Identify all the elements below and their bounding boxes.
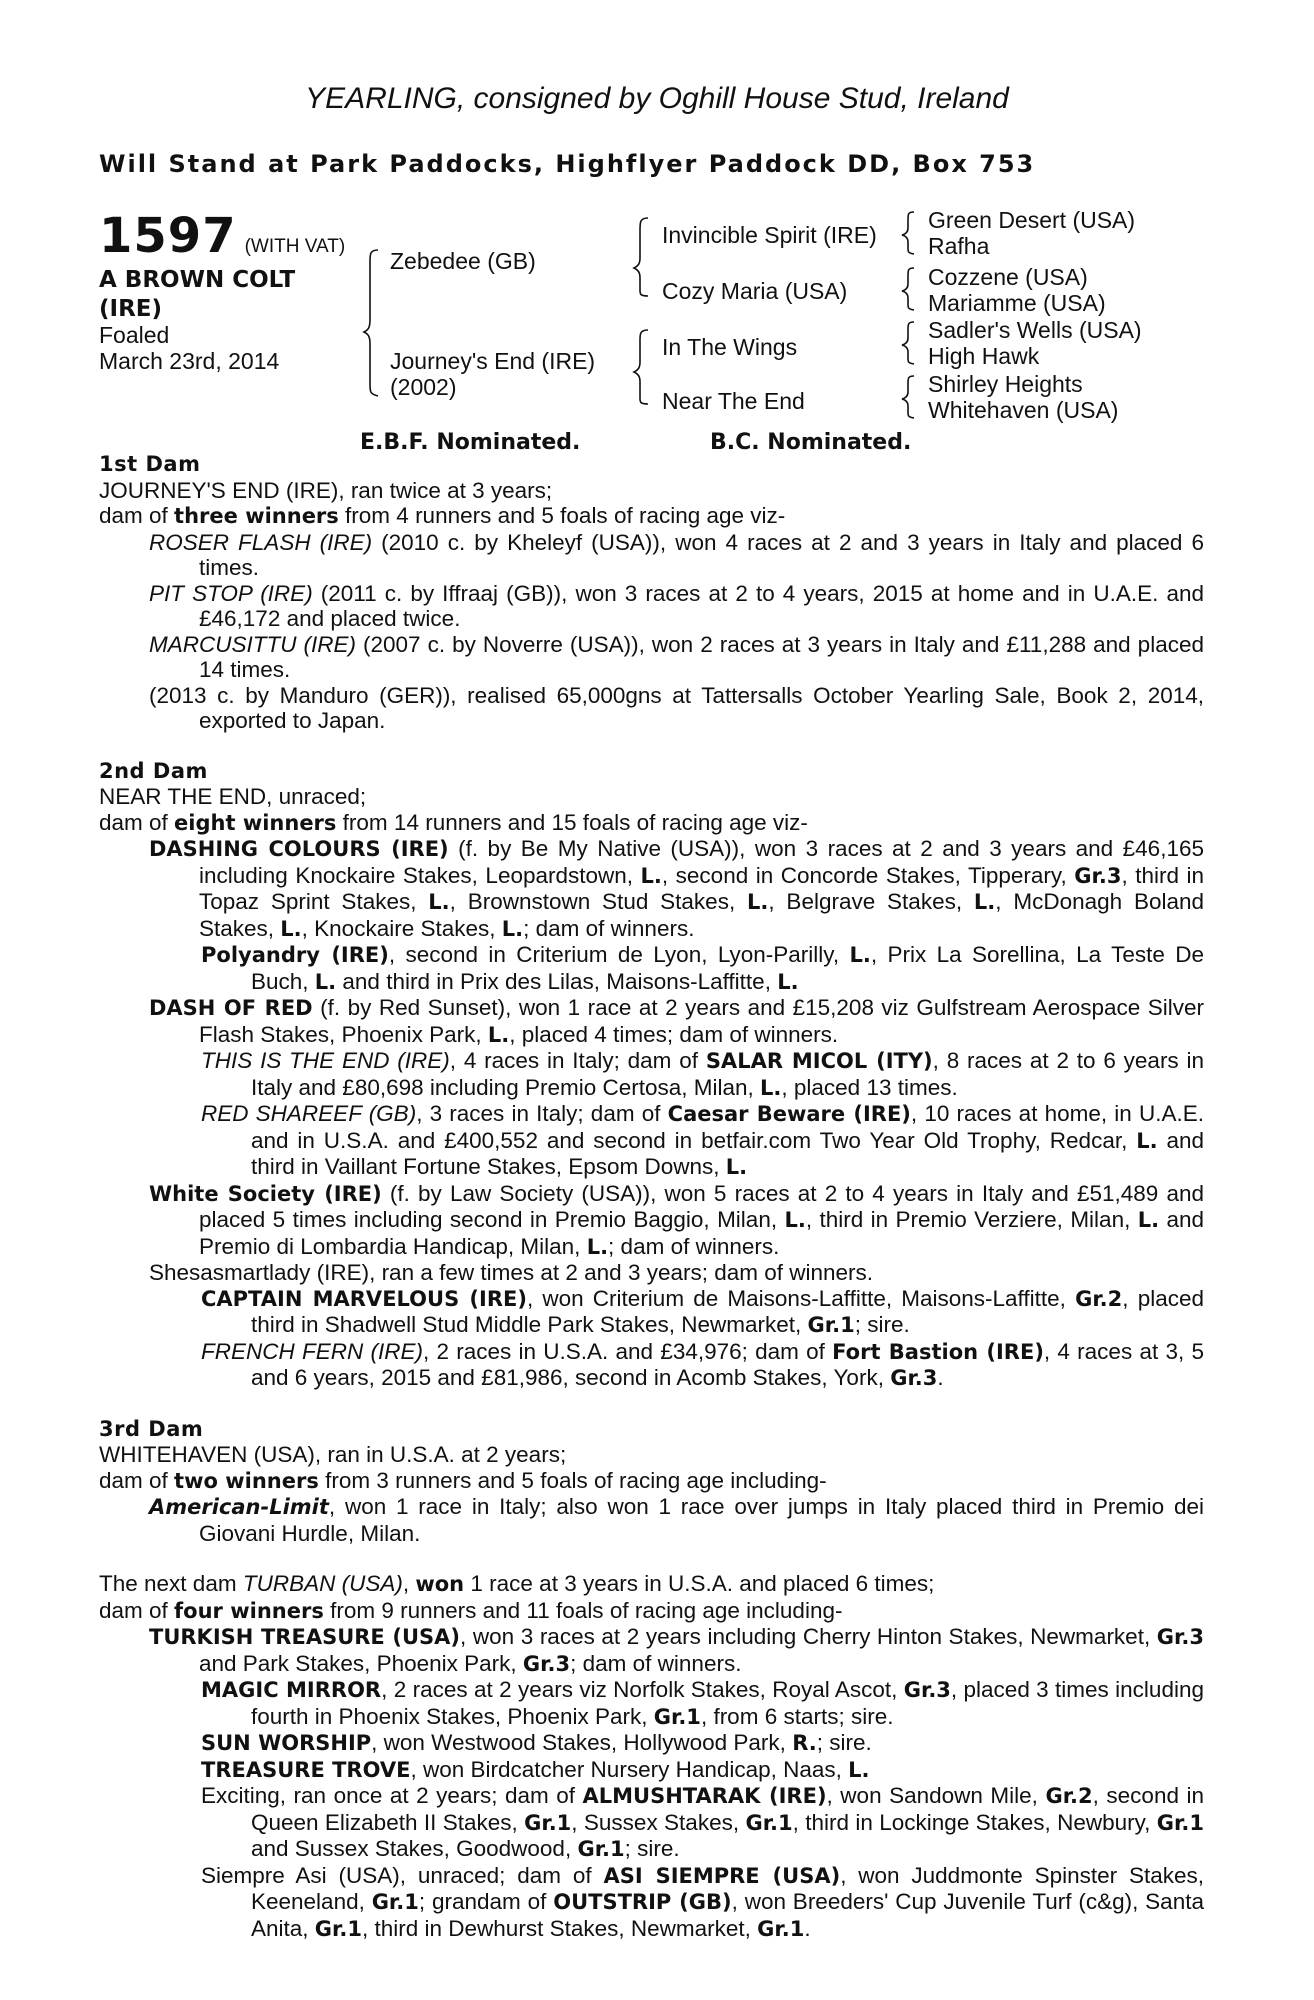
text: and third in Prix des Lilas, Maisons-Laffitte, xyxy=(336,968,778,994)
grade: R. xyxy=(792,1731,817,1755)
winners-count: two winners xyxy=(174,1468,319,1493)
grade: Gr.1 xyxy=(1156,1810,1204,1835)
first-dam-line: JOURNEY'S END (IRE), ran twice at 3 years; xyxy=(99,477,553,503)
page-title: YEARLING, consigned by Oghill House Stud, Ireland xyxy=(305,82,1009,115)
first-dam-heading: 1st Dam xyxy=(99,452,201,476)
horse-name: Polyandry (IRE) xyxy=(201,943,389,967)
text: ; dam of winners. xyxy=(608,1233,780,1259)
text: , second in Concorde Stakes, Tipperary, xyxy=(661,862,1075,888)
horse-name: DASHING COLOURS (IRE) xyxy=(149,837,449,861)
third-dam-heading: 3rd Dam xyxy=(99,1416,204,1441)
next-dam-produce xyxy=(99,1598,1204,1625)
next-dam-section xyxy=(99,1571,1204,1942)
grade: L. xyxy=(973,890,996,914)
winners-count: four winners xyxy=(174,1598,324,1623)
second-dam-heading: 2nd Dam xyxy=(99,758,208,783)
horse-name: SALAR MICOL (ITY) xyxy=(705,1049,933,1073)
horse-name: TURBAN (USA) xyxy=(242,1571,403,1596)
progeny-entry xyxy=(201,1757,1204,1784)
dam-year: (2002) xyxy=(390,374,457,400)
progeny-entry xyxy=(201,1101,1204,1181)
text: , won 3 races at 2 years including Cherry Hinton Stakes, Newmarket, xyxy=(460,1624,1157,1649)
text: (2007 c. by Noverre (USA)), won 2 races at 3 years in Italy and £11,288 and placed 14 times. xyxy=(199,631,1204,682)
grade: L. xyxy=(487,1022,510,1047)
horse-name: DASH OF RED xyxy=(149,996,313,1020)
text: , McDonagh Boland Stakes, xyxy=(199,889,1205,941)
horse-name: OUTSTRIP (GB) xyxy=(553,1890,732,1914)
description-line-1: A BROWN COLT xyxy=(99,267,296,293)
progeny-entry xyxy=(149,1260,1204,1286)
third-dam-line: WHITEHAVEN (USA), ran in U.S.A. at 2 years; xyxy=(99,1442,567,1467)
first-dam-produce xyxy=(99,503,1204,530)
text: won xyxy=(415,1572,465,1596)
grade: Gr.1 xyxy=(807,1313,855,1337)
progeny-entry xyxy=(149,836,1204,942)
third-dam-section xyxy=(99,1417,1204,1547)
horse-name: Fort Bastion (IRE) xyxy=(832,1339,1044,1364)
text: ; dam of winners. xyxy=(570,1650,742,1676)
grade: L. xyxy=(849,943,871,967)
text: . xyxy=(804,1915,811,1941)
grade: L. xyxy=(1136,1128,1158,1153)
third-dam-produce xyxy=(99,1468,1204,1495)
progeny-entry xyxy=(149,995,1204,1048)
text: , placed 3 times including fourth in Phoenix Stakes, Phoenix Park, xyxy=(251,1677,1204,1729)
text: ; sire. xyxy=(854,1312,910,1337)
horse-name: ASI SIEMPRE (USA) xyxy=(603,1863,841,1888)
text: , third in Dewhurst Stakes, Newmarket, xyxy=(362,1915,758,1941)
horse-name: ALMUSHTARAK (IRE) xyxy=(582,1784,827,1808)
lot-number: 1597 xyxy=(99,208,237,264)
text: , Knockaire Stakes, xyxy=(301,915,502,941)
grade: Gr.2 xyxy=(1045,1784,1093,1808)
grade: Gr.1 xyxy=(524,1810,572,1835)
progeny-entry xyxy=(149,1181,1204,1261)
text: . xyxy=(937,1365,944,1390)
grade: Gr.1 xyxy=(653,1704,701,1729)
sire-sire: Invincible Spirit (IRE) xyxy=(662,222,877,248)
progeny-entry xyxy=(149,683,1204,734)
horse-name: PIT STOP (IRE) xyxy=(149,580,313,606)
text: ; sire. xyxy=(624,1836,680,1861)
grade: Gr.1 xyxy=(745,1810,793,1835)
text: , Belgrave Stakes, xyxy=(768,889,974,914)
stand-location: Will Stand at Park Paddocks, Highflyer Paddock DD, Box 753 xyxy=(99,150,1036,178)
bc-nomination: B.C. Nominated. xyxy=(710,430,912,455)
text: 1 race at 3 years in U.S.A. and placed 6 times; xyxy=(464,1571,935,1596)
dam-dam-sire: Shirley Heights xyxy=(928,371,1083,397)
text: , 3 races in Italy; dam of xyxy=(416,1101,668,1126)
grade: Gr.2 xyxy=(1075,1286,1123,1311)
progeny-entry xyxy=(201,1730,1204,1757)
dam-sire: In The Wings xyxy=(662,334,798,360)
grade: Gr.3 xyxy=(1074,863,1122,888)
grade: L. xyxy=(1137,1208,1160,1232)
text: from 3 runners and 5 foals of racing age including- xyxy=(318,1467,827,1493)
text: , Brownstown Stud Stakes, xyxy=(449,889,748,914)
progeny-entry xyxy=(149,632,1204,683)
text: (f. by Law Society (USA)), won 5 races at 2 to 4 years in Italy and £51,489 and placed 5 times including second in Premio Baggio, Milan, xyxy=(199,1180,1204,1232)
grade: Gr.3 xyxy=(890,1366,938,1390)
text: Shesasmartlady (IRE), ran a few times at 2 and 3 years; dam of winners. xyxy=(149,1260,874,1285)
grade: L. xyxy=(725,1155,748,1179)
next-dam-line xyxy=(99,1571,1204,1598)
horse-name: Caesar Beware (IRE) xyxy=(667,1102,911,1126)
text: , won 1 race in Italy; also won 1 race over jumps in Italy placed third in Premio dei Giovani Hurdle, Milan. xyxy=(199,1494,1204,1546)
horse-name: TURKISH TREASURE (USA) xyxy=(149,1625,461,1649)
text: Siempre Asi (USA), unraced; dam of xyxy=(201,1862,604,1888)
grade: Gr.1 xyxy=(577,1837,625,1861)
grade: Gr.1 xyxy=(757,1916,805,1941)
text: and Premio di Lombardia Handicap, Milan, xyxy=(199,1207,1204,1259)
text: , 2 races in U.S.A. and £34,976; dam of xyxy=(422,1338,833,1364)
text: (f. by Be My Native (USA)), won 3 races at 2 and 3 years and £46,165 including Knockaire Stakes, Leopardstown, xyxy=(199,836,1204,888)
text: , won Westwood Stakes, Hollywood Park, xyxy=(371,1730,793,1755)
text: , from 6 starts; sire. xyxy=(700,1703,894,1729)
text: from 4 runners and 5 foals of racing age viz- xyxy=(338,503,786,528)
progeny-entry xyxy=(201,1286,1204,1339)
grade: L. xyxy=(760,1075,782,1100)
text: dam of xyxy=(99,1597,175,1623)
grade: L. xyxy=(848,1757,870,1782)
ebf-nomination: E.B.F. Nominated. xyxy=(360,430,581,455)
text: , won Criterium de Maisons-Laffitte, Maisons-Laffitte, xyxy=(526,1285,1076,1311)
horse-name: CAPTAIN MARVELOUS (IRE) xyxy=(201,1286,527,1311)
horse-name: TREASURE TROVE xyxy=(201,1757,411,1782)
horse-name: FRENCH FERN (IRE) xyxy=(201,1338,423,1364)
first-dam-section xyxy=(99,452,1204,734)
dam-name: Journey's End (IRE) xyxy=(390,348,596,374)
horse-name: American-Limit xyxy=(149,1495,329,1519)
grade: L. xyxy=(586,1234,609,1259)
text: , won Birdcatcher Nursery Handicap, Naas, xyxy=(410,1756,849,1782)
second-dam-produce xyxy=(99,810,1204,837)
horse-name: MAGIC MIRROR xyxy=(201,1678,382,1702)
text: ; dam of winners. xyxy=(523,915,695,941)
grade: Gr.3 xyxy=(522,1651,571,1676)
text: , third in Topaz Sprint Stakes, xyxy=(199,862,1205,914)
grade: Gr.3 xyxy=(903,1678,951,1702)
progeny-entry xyxy=(201,1783,1204,1863)
text: (2010 c. by Kheleyf (USA)), won 4 races at 2 and 3 years in Italy and placed 6 times. xyxy=(199,529,1204,580)
sire-sire-dam: Rafha xyxy=(928,233,990,259)
progeny-entry xyxy=(149,1624,1204,1677)
text: , won Juddmonte Spinster Stakes, Keeneland, xyxy=(251,1862,1204,1914)
text: , won Sandown Mile, xyxy=(826,1783,1046,1808)
second-dam-section xyxy=(99,759,1204,1392)
description-line-2: (IRE) xyxy=(99,296,163,322)
text: , placed 13 times. xyxy=(781,1074,958,1100)
progeny-entry xyxy=(149,581,1204,632)
text: , 4 races at 3, 5 and 6 years, 2015 and £81,986, second in Acomb Stakes, York, xyxy=(251,1338,1204,1390)
horse-name: White Society (IRE) xyxy=(149,1181,382,1206)
dam-sire-sire: Sadler's Wells (USA) xyxy=(928,317,1142,343)
horse-name: MARCUSITTU (IRE) xyxy=(149,631,356,657)
foaled-label: Foaled xyxy=(99,322,170,348)
text: , third in Lockinge Stakes, Newbury, xyxy=(792,1809,1157,1835)
horse-name: THIS IS THE END (IRE) xyxy=(201,1048,450,1073)
text: (2011 c. by Iffraaj (GB)), won 3 races at 2 to 4 years, 2015 at home and in U.A.E. and £46,172 and placed twice. xyxy=(199,580,1204,631)
sire-dam-dam: Mariamme (USA) xyxy=(928,290,1106,316)
text: from 9 runners and 11 foals of racing age including- xyxy=(323,1597,843,1623)
second-dam-line: NEAR THE END, unraced; xyxy=(99,784,367,809)
grade: L. xyxy=(777,969,799,994)
horse-name: RED SHAREEF (GB) xyxy=(201,1101,417,1126)
grade: L. xyxy=(314,969,337,994)
text: , 2 races at 2 years viz Norfolk Stakes, Royal Ascot, xyxy=(381,1677,904,1702)
sire-name: Zebedee (GB) xyxy=(390,248,536,274)
winners-count: eight winners xyxy=(174,810,337,835)
grade: L. xyxy=(501,916,524,941)
text: , xyxy=(402,1571,416,1596)
progeny-entry xyxy=(149,1494,1204,1546)
grade: Gr.1 xyxy=(314,1916,362,1941)
grade: L. xyxy=(640,863,662,888)
text: dam of xyxy=(99,809,175,835)
grade: L. xyxy=(280,916,302,941)
foaled-date: March 23rd, 2014 xyxy=(99,348,280,374)
text: , third in Premio Verziere, Milan, xyxy=(805,1207,1138,1232)
grade: Gr.1 xyxy=(371,1890,419,1914)
grade: L. xyxy=(428,890,450,914)
text: , 8 races at 2 to 6 years in Italy and £80,698 including Premio Certosa, Milan, xyxy=(251,1048,1205,1100)
text: , won Breeders' Cup Juvenile Turf (c&g), Santa Anita, xyxy=(251,1889,1204,1941)
text: , second in Criterium de Lyon, Lyon-Parilly, xyxy=(388,942,850,967)
text: The next dam xyxy=(99,1571,243,1596)
grade: Gr.3 xyxy=(1156,1625,1204,1649)
dam-dam-dam: Whitehaven (USA) xyxy=(928,397,1119,423)
dam-records xyxy=(99,452,1204,1942)
grade: L. xyxy=(784,1208,806,1232)
text: (2013 c. by Manduro (GER)), realised 65,000gns at Tattersalls October Yearling Sale, Book 2, 2014, exported to Japan. xyxy=(149,682,1204,733)
text: , Sussex Stakes, xyxy=(571,1809,746,1835)
text: dam of xyxy=(99,503,175,528)
text: ; sire. xyxy=(816,1730,872,1755)
progeny-entry xyxy=(201,1339,1204,1392)
text: , 4 races in Italy; dam of xyxy=(449,1048,706,1073)
horse-name: SUN WORSHIP xyxy=(201,1731,372,1755)
progeny-entry xyxy=(201,1048,1204,1101)
text: and third in Vaillant Fortune Stakes, Epsom Downs, xyxy=(251,1127,1204,1179)
text: (f. by Red Sunset), won 1 race at 2 years and £15,208 viz Gulfstream Aerospace Silver Flash Stakes, Phoenix Park, xyxy=(199,995,1204,1047)
text: and Sussex Stakes, Goodwood, xyxy=(251,1836,578,1861)
text: Exciting, ran once at 2 years; dam of xyxy=(201,1783,583,1808)
text: , second in Queen Elizabeth II Stakes, xyxy=(251,1783,1204,1835)
horse-name: ROSER FLASH (IRE) xyxy=(149,529,373,555)
progeny-entry xyxy=(149,530,1204,581)
text: , placed 4 times; dam of winners. xyxy=(509,1021,839,1047)
text: from 14 runners and 15 foals of racing age viz- xyxy=(336,809,808,835)
progeny-entry xyxy=(201,942,1204,995)
sire-dam: Cozy Maria (USA) xyxy=(662,278,848,304)
progeny-entry xyxy=(201,1863,1204,1943)
text: , Prix La Sorellina, La Teste De Buch, xyxy=(251,942,1204,994)
vat-note: (WITH VAT) xyxy=(244,236,346,257)
grade: L. xyxy=(747,890,769,914)
sire-sire-sire: Green Desert (USA) xyxy=(928,207,1136,233)
dam-dam: Near The End xyxy=(662,388,805,414)
text: , placed third in Shadwell Stud Middle Park Stakes, Newmarket, xyxy=(251,1285,1204,1337)
dam-sire-dam: High Hawk xyxy=(928,343,1040,369)
text: , 10 races at home, in U.A.E. and in U.S.A. and £400,552 and second in betfair.com Two Year Old Trophy, Redcar, xyxy=(251,1101,1204,1153)
progeny-entry xyxy=(201,1677,1204,1730)
winners-count: three winners xyxy=(174,504,339,528)
text: ; grandam of xyxy=(418,1889,554,1914)
text: and Park Stakes, Phoenix Park, xyxy=(199,1650,523,1676)
sire-dam-sire: Cozzene (USA) xyxy=(928,264,1088,290)
text: dam of xyxy=(99,1467,175,1493)
